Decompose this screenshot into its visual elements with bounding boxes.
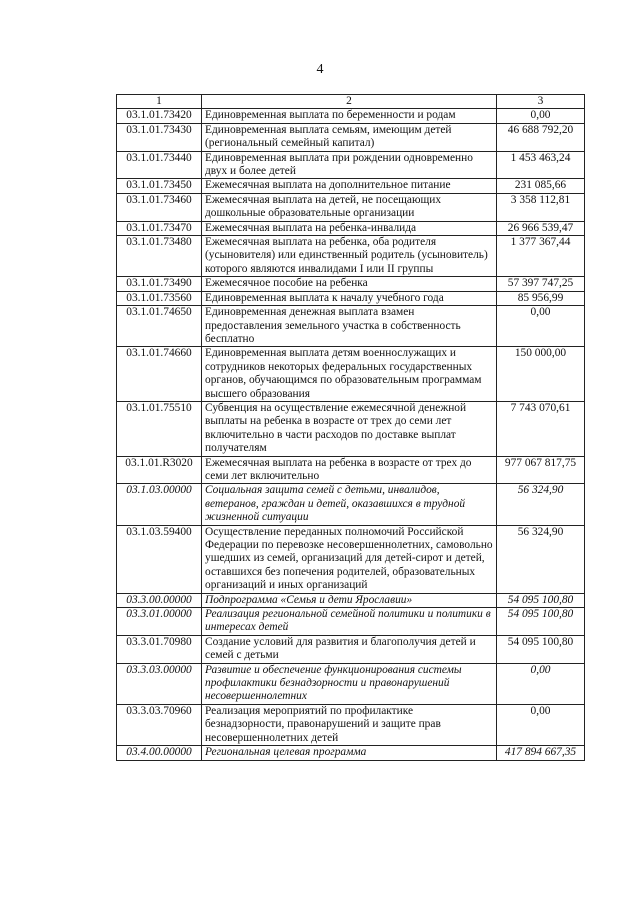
row-sum-cell: 1 453 463,24 [497, 151, 585, 179]
row-code-cell: 03.1.01.R3020 [117, 456, 202, 484]
row-name-cell: Создание условий для развития и благополучия детей и семей с детьми [202, 635, 497, 663]
table-row [117, 291, 585, 305]
row-code-cell: 03.1.01.73450 [117, 179, 202, 193]
row-code-cell: 03.1.01.73560 [117, 291, 202, 305]
row-sum-cell: 417 894 667,35 [497, 746, 585, 760]
row-code-cell: 03.1.01.73420 [117, 109, 202, 123]
row-code-cell: 03.3.03.70960 [117, 704, 202, 745]
row-name-cell: Подпрограмма «Семья и дети Ярославии» [202, 593, 497, 607]
row-code-cell: 03.1.03.00000 [117, 484, 202, 525]
table-row [117, 347, 585, 402]
row-code-cell: 03.1.01.73460 [117, 193, 202, 221]
row-code-cell: 03.1.01.74660 [117, 347, 202, 402]
row-sum-cell: 54 095 100,80 [497, 635, 585, 663]
row-name-cell: Осуществление переданных полномочий Российской Федерации по перевозке несовершеннолетних, самовольно ушедших из семей, организаций для детей-сирот и детей, оставшихся без попечения родителей, образовательных организаций и иных организаций [202, 525, 497, 593]
row-name-cell: Ежемесячная выплата на детей, не посещающих дошкольные образовательные организации [202, 193, 497, 221]
row-name-cell: Ежемесячная выплата на дополнительное питание [202, 179, 497, 193]
row-code-cell: 03.1.01.73440 [117, 151, 202, 179]
row-name-cell: Единовременная выплата детям военнослужащих и сотрудников некоторых федеральных государственных органов, обучающимся по образовательным программам высшего образования [202, 347, 497, 402]
header-col-2: 2 [202, 95, 497, 109]
row-sum-cell: 0,00 [497, 306, 585, 347]
row-sum-cell: 57 397 747,25 [497, 277, 585, 291]
row-sum-cell: 977 067 817,75 [497, 456, 585, 484]
row-sum-cell: 0,00 [497, 663, 585, 704]
row-sum-cell: 1 377 367,44 [497, 236, 585, 277]
row-name-cell: Единовременная выплата к началу учебного года [202, 291, 497, 305]
row-sum-cell: 7 743 070,61 [497, 401, 585, 456]
page-number: 4 [316, 62, 324, 77]
table-header-row [117, 95, 585, 109]
table-row [117, 484, 585, 525]
table-row [117, 746, 585, 760]
table-row [117, 123, 585, 151]
table-row [117, 306, 585, 347]
row-code-cell: 03.1.01.73490 [117, 277, 202, 291]
row-code-cell: 03.1.01.75510 [117, 401, 202, 456]
row-sum-cell: 231 085,66 [497, 179, 585, 193]
row-sum-cell: 0,00 [497, 109, 585, 123]
table-row [117, 593, 585, 607]
row-name-cell: Социальная защита семей с детьми, инвалидов, ветеранов, граждан и детей, оказавшихся в трудной жизненной ситуации [202, 484, 497, 525]
table-row [117, 704, 585, 745]
row-code-cell: 03.1.01.73430 [117, 123, 202, 151]
row-sum-cell: 3 358 112,81 [497, 193, 585, 221]
row-sum-cell: 150 000,00 [497, 347, 585, 402]
row-code-cell: 03.1.01.73480 [117, 236, 202, 277]
table-row [117, 236, 585, 277]
row-sum-cell: 0,00 [497, 704, 585, 745]
budget-table [116, 94, 585, 761]
row-code-cell: 03.4.00.00000 [117, 746, 202, 760]
table-row [117, 151, 585, 179]
table-row [117, 277, 585, 291]
row-code-cell: 03.3.01.70980 [117, 635, 202, 663]
row-sum-cell: 56 324,90 [497, 525, 585, 593]
row-name-cell: Единовременная выплата при рождении одновременно двух и более детей [202, 151, 497, 179]
row-name-cell: Региональная целевая программа [202, 746, 497, 760]
table-row [117, 525, 585, 593]
row-sum-cell: 54 095 100,80 [497, 608, 585, 636]
row-name-cell: Реализация региональной семейной политики и политики в интересах детей [202, 608, 497, 636]
row-code-cell: 03.3.01.00000 [117, 608, 202, 636]
row-sum-cell: 56 324,90 [497, 484, 585, 525]
row-sum-cell: 46 688 792,20 [497, 123, 585, 151]
row-name-cell: Единовременная выплата по беременности и родам [202, 109, 497, 123]
row-name-cell: Реализация мероприятий по профилактике безнадзорности, правонарушений и защите прав несовершеннолетних детей [202, 704, 497, 745]
row-name-cell: Ежемесячная выплата на ребенка-инвалида [202, 221, 497, 235]
row-code-cell: 03.3.00.00000 [117, 593, 202, 607]
row-code-cell: 03.3.03.00000 [117, 663, 202, 704]
row-name-cell: Ежемесячная выплата на ребенка, оба родителя (усыновителя) или единственный родитель (усыновитель) которого являются инвалидами I или II группы [202, 236, 497, 277]
table-row [117, 635, 585, 663]
table-row [117, 456, 585, 484]
row-sum-cell: 54 095 100,80 [497, 593, 585, 607]
table-row [117, 221, 585, 235]
row-name-cell: Единовременная денежная выплата взамен предоставления земельного участка в собственность бесплатно [202, 306, 497, 347]
row-name-cell: Субвенция на осуществление ежемесячной денежной выплаты на ребенка в возрасте от трех до семи лет включительно в части расходов по доставке выплат получателям [202, 401, 497, 456]
row-sum-cell: 26 966 539,47 [497, 221, 585, 235]
header-col-3: 3 [497, 95, 585, 109]
row-code-cell: 03.1.01.74650 [117, 306, 202, 347]
row-name-cell: Единовременная выплата семьям, имеющим детей (региональный семейный капитал) [202, 123, 497, 151]
table-row [117, 608, 585, 636]
table-row [117, 193, 585, 221]
row-sum-cell: 85 956,99 [497, 291, 585, 305]
row-name-cell: Развитие и обеспечение функционирования системы профилактики безнадзорности и правонарушений несовершеннолетних [202, 663, 497, 704]
table-row [117, 663, 585, 704]
row-name-cell: Ежемесячное пособие на ребенка [202, 277, 497, 291]
table-row [117, 109, 585, 123]
row-name-cell: Ежемесячная выплата на ребенка в возрасте от трех до семи лет включительно [202, 456, 497, 484]
row-code-cell: 03.1.03.59400 [117, 525, 202, 593]
table-row [117, 401, 585, 456]
row-code-cell: 03.1.01.73470 [117, 221, 202, 235]
table-row [117, 179, 585, 193]
header-col-1: 1 [117, 95, 202, 109]
